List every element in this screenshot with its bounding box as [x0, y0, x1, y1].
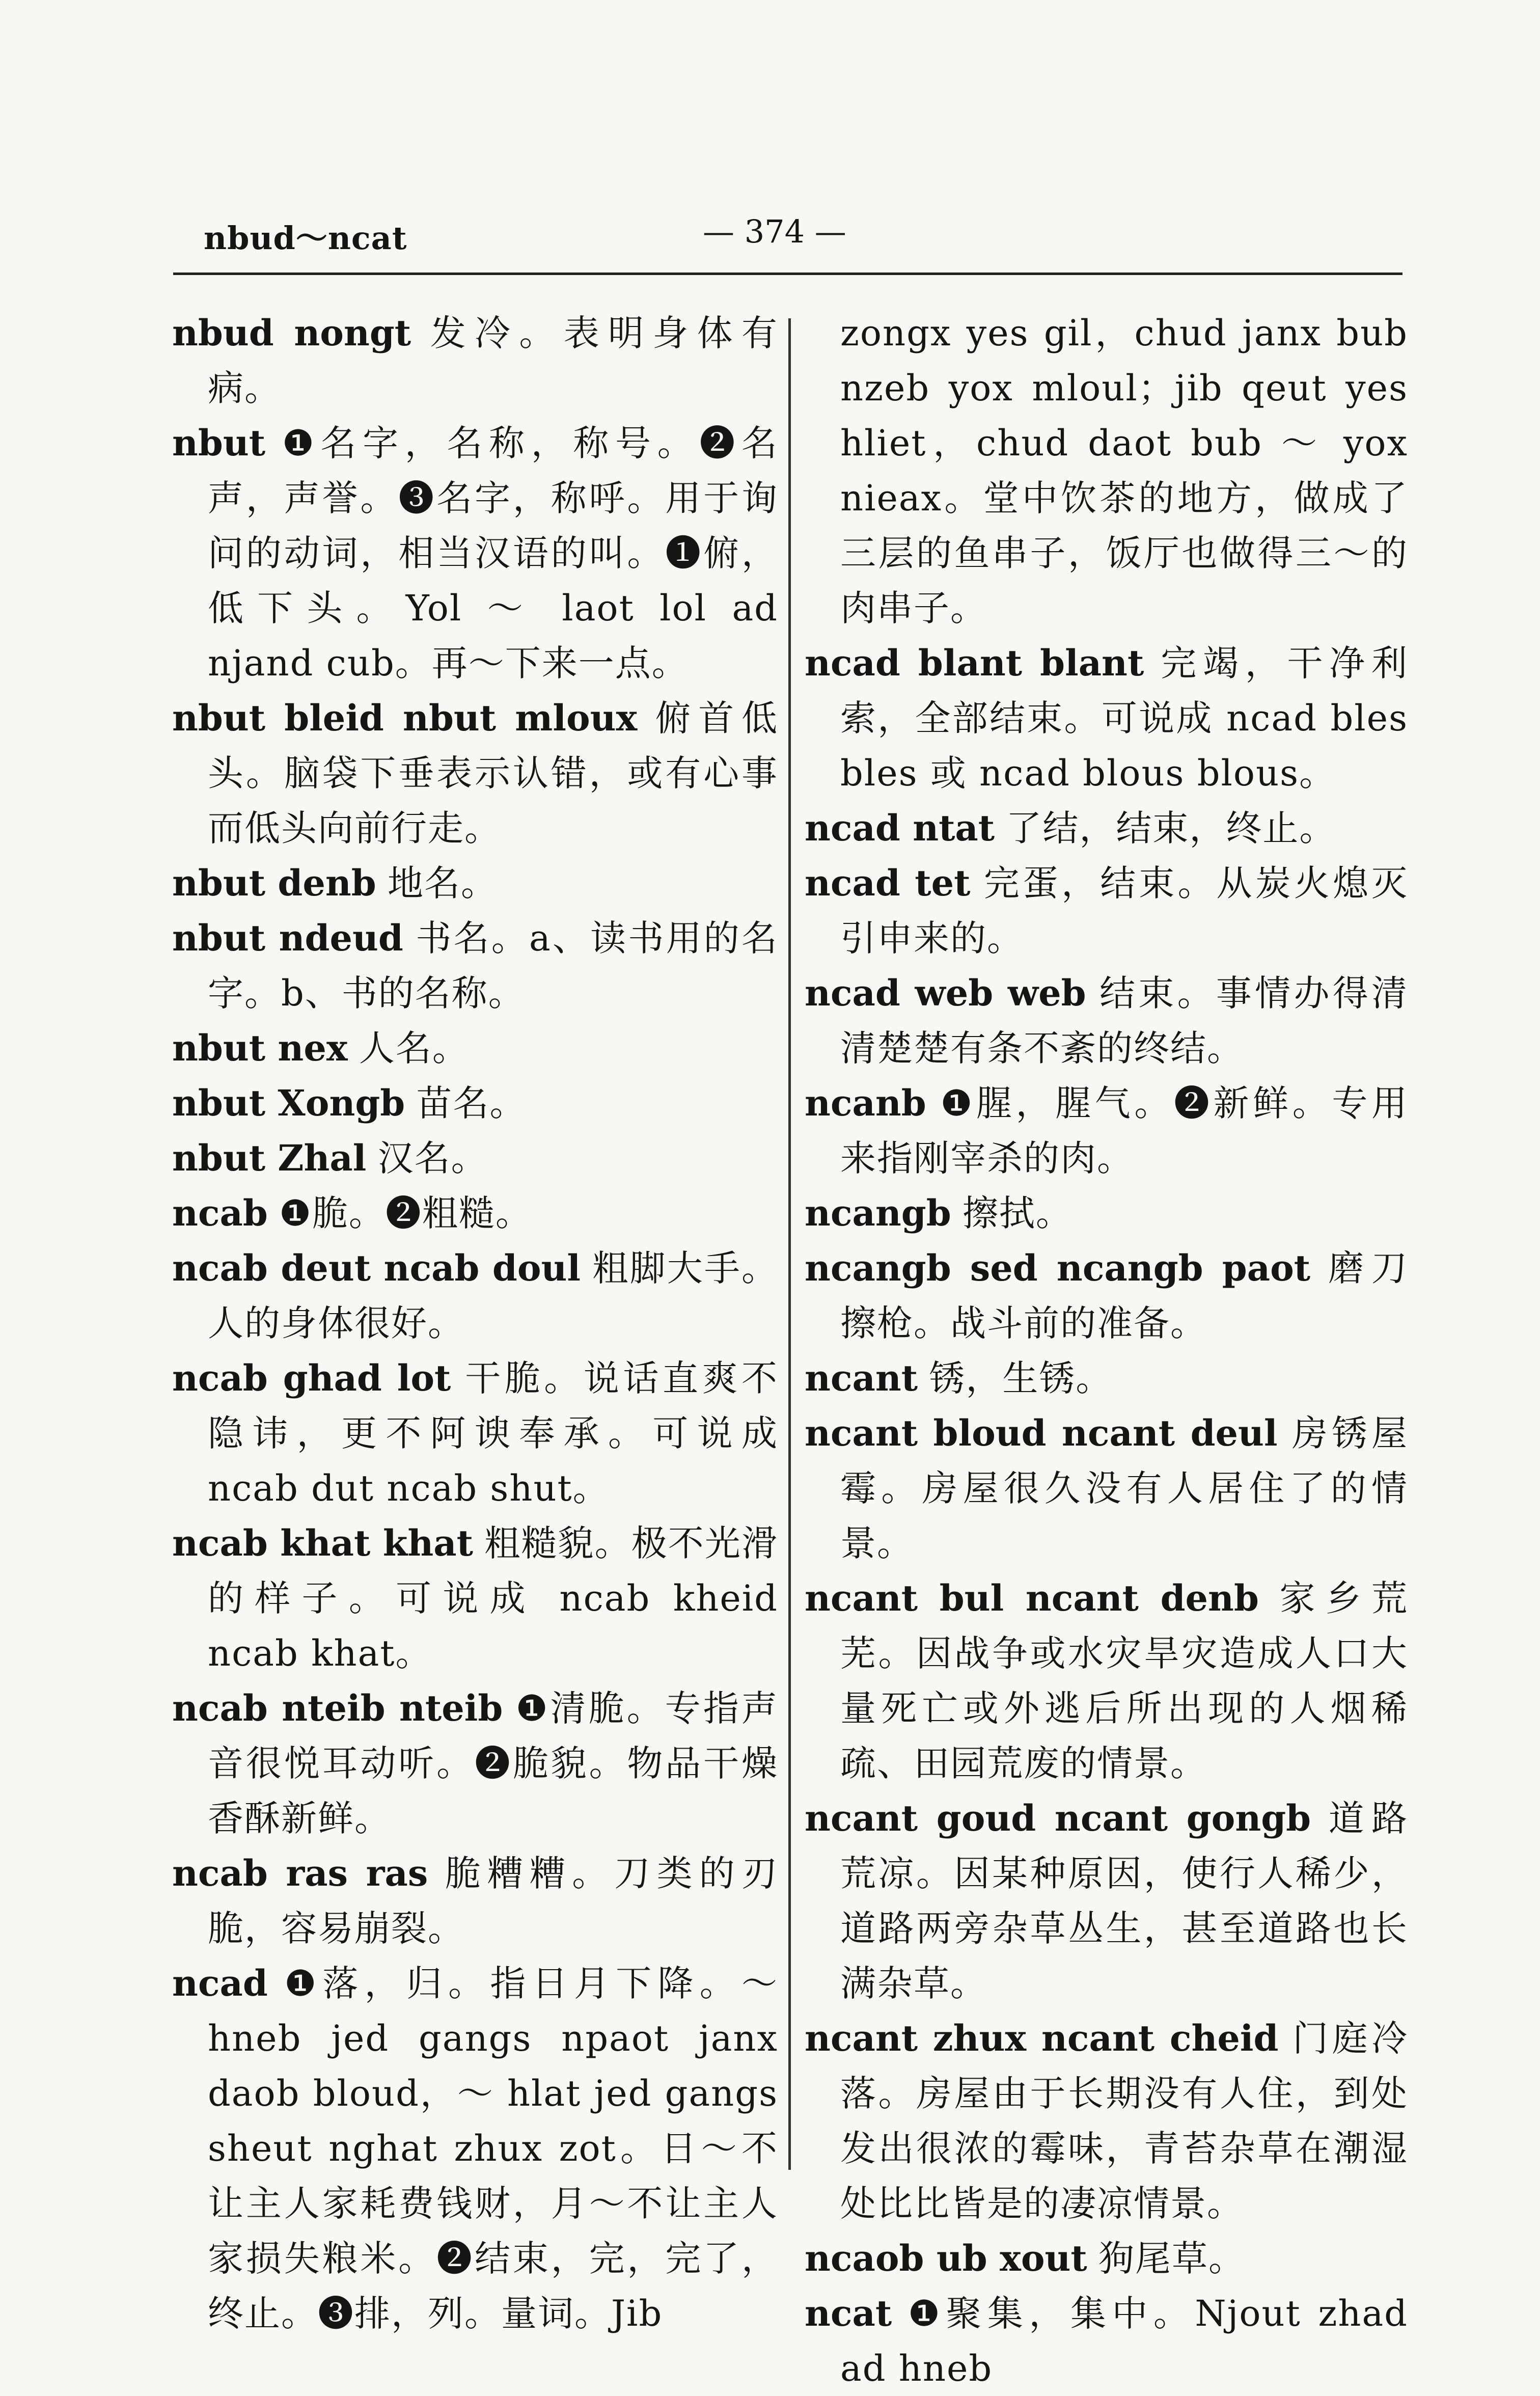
dictionary-entry: nbut ❶名字，名称，称号。❷名声，声誉。❸名字，称呼。用于询问的动词，相当汉语的叫。❶俯，低下头。Yol ～ laot lol ad njand cub。再～下来一点。 — [172, 422, 778, 684]
dictionary-entry: nbud nongt 发冷。表明身体有病。 — [172, 312, 778, 409]
dictionary-entry: nbut Zhal 汉名。 — [172, 1137, 488, 1179]
dictionary-entry: nbut Xongb 苗名。 — [172, 1082, 527, 1124]
dictionary-entry: ncaob ub xout 狗尾草。 — [805, 2237, 1246, 2279]
header-entry-range: nbud～ncat — [204, 220, 407, 257]
dictionary-entry: ncab ❶脆。❷粗糙。 — [172, 1192, 532, 1234]
dictionary-entry: ncab ghad lot 干脆。说话直爽不隐讳，更不阿谀奉承。可说成 ncab dut ncab shut。 — [172, 1357, 778, 1509]
dictionary-entry-continuation: zongx yes gil，chud janx bub nzeb yox mloul；jib qeut yes hliet，chud daot bub ～ yox nieax。堂中饮茶的地方，做成了三层的鱼串子，饭厅也做得三～的肉串子。 — [840, 312, 1408, 629]
dictionary-entry: ncab khat khat 粗糙貌。极不光滑的样子。可说成 ncab kheid ncab khat。 — [172, 1522, 778, 1674]
dictionary-entry: ncad blant blant 完竭，干净利索，全部结束。可说成 ncad bles bles 或 ncad blous blous。 — [805, 642, 1408, 794]
dictionary-entry: ncangb sed ncangb paot 磨刀擦枪。战斗前的准备。 — [805, 1247, 1409, 1344]
page-number: — 374 — — [703, 213, 846, 250]
dictionary-entry: ncab deut ncab doul 粗脚大手。人的身体很好。 — [172, 1247, 778, 1344]
dictionary-entry: ncant bul ncant denb 家乡荒芜。因战争或水灾旱灾造成人口大量死亡或外逃后所出现的人烟稀疏、田园荒废的情景。 — [805, 1577, 1408, 1784]
dictionary-entry: ncant zhux ncant cheid 门庭冷落。房屋由于长期没有人住，到处发出很浓的霉味，青苔杂草在潮湿处比比皆是的凄凉情景。 — [805, 2017, 1408, 2224]
dictionary-entry: ncant goud ncant gongb 道路荒凉。因某种原因，使行人稀少，道路两旁杂草丛生，甚至道路也长满杂草。 — [805, 1797, 1408, 2004]
dictionary-entry: ncad ❶落，归。指日月下降。～ hneb jed gangs npaot janx daob bloud，～ hlat jed gangs sheut nghat zhux zot。日～不让主人家耗费钱财，月～不让主人家损失粮米。❷结束，完，完了，终止。❸排，列。量词。Jib — [172, 1962, 778, 2334]
dictionary-entry: ncat ❶聚集，集中。Njout zhad ad hneb — [805, 2292, 1408, 2389]
dictionary-entry: nbut denb 地名。 — [172, 862, 498, 904]
dictionary-entry: ncab nteib nteib ❶清脆。专指声音很悦耳动听。❷脆貌。物品干燥香酥新鲜。 — [172, 1687, 778, 1839]
dictionary-entry: ncangb 擦拭。 — [805, 1192, 1072, 1234]
header-rule — [173, 273, 1402, 275]
dictionary-entry: ncab ras ras 脆糟糟。刀类的刃脆，容易崩裂。 — [172, 1852, 778, 1949]
dictionary-entry: nbut nex 人名。 — [172, 1027, 469, 1069]
dictionary-entry: ncanb ❶腥，腥气。❷新鲜。专用来指刚宰杀的肉。 — [805, 1082, 1408, 1179]
dictionary-entry: ncad web web 结束。事情办得清清楚楚有条不紊的终结。 — [805, 972, 1408, 1069]
dictionary-entry: nbut ndeud 书名。a、读书用的名字。b、书的名称。 — [172, 917, 778, 1014]
dictionary-entry: ncad ntat 了结，结束，终止。 — [805, 807, 1336, 849]
dictionary-entry: ncant bloud ncant deul 房锈屋霉。房屋很久没有人居住了的情景。 — [805, 1412, 1409, 1564]
dictionary-entry: ncant 锈，生锈。 — [805, 1357, 1113, 1399]
left-column — [172, 306, 778, 2341]
running-header — [173, 203, 1392, 259]
column-divider — [788, 318, 791, 2170]
dictionary-entry: ncad tet 完蛋，结束。从炭火熄灭引申来的。 — [805, 862, 1408, 959]
dictionary-entry: nbut bleid nbut mloux 俯首低头。脑袋下垂表示认错，或有心事而低头向前行走。 — [172, 697, 778, 849]
right-column — [805, 306, 1408, 2396]
